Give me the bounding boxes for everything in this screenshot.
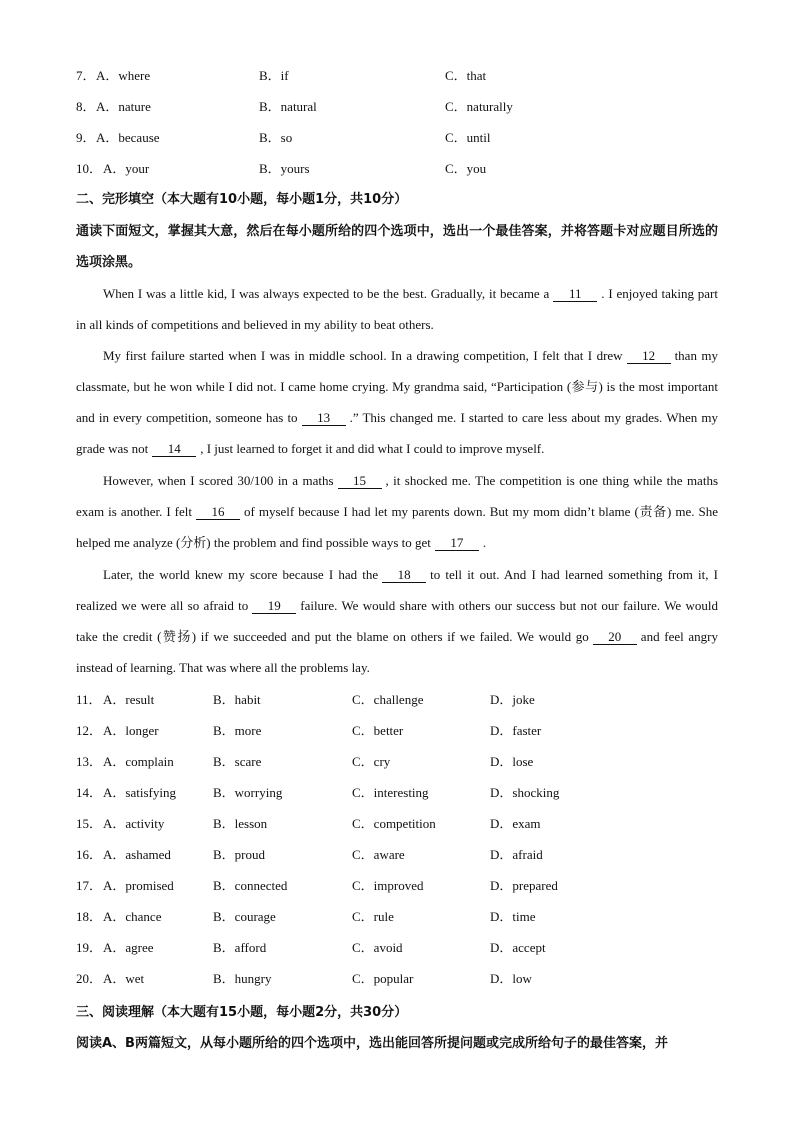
option-a: A．complain (103, 754, 174, 769)
option-c: C．naturally (445, 99, 513, 114)
option-b: B．proud (213, 847, 266, 862)
blank-11: 11 (553, 286, 597, 302)
question-number: 14． (76, 785, 103, 800)
option-d: D．prepared (490, 878, 558, 893)
option-b: B．if (259, 68, 289, 83)
cloze-question-row (76, 907, 718, 927)
passage-text: than my classmate, but he won while I did not. I came home crying. My grandma said, “Participation (参与) is the most important and in every competition, someone has to (76, 348, 718, 425)
passage-text: When I was a little kid, I was always expected to be the best. Gradually, it became a (103, 286, 550, 301)
passage-paragraph-1 (76, 278, 718, 340)
option-a: A．because (96, 130, 160, 145)
option-b: B．so (259, 130, 293, 145)
option-b: B．connected (213, 878, 288, 893)
passage-text: . (482, 535, 487, 550)
option-d: D．lose (490, 754, 534, 769)
option-d: D．joke (490, 692, 535, 707)
option-a: A．satisfying (103, 785, 176, 800)
passage-paragraph-4 (76, 559, 718, 683)
option-c: C．avoid (352, 940, 403, 955)
option-b: B．natural (259, 99, 317, 114)
option-d: D．accept (490, 940, 546, 955)
option-b: B．lesson (213, 816, 268, 831)
option-c: C．competition (352, 816, 436, 831)
blank-13: 13 (302, 410, 346, 426)
blank-16: 16 (196, 504, 240, 520)
option-b: B．afford (213, 940, 267, 955)
passage-text: and feel angry instead of learning. That was where all the problems lay. (76, 629, 719, 675)
option-c: C．that (445, 68, 487, 83)
passage-text: failure. We would share with others our success but not our failure. We would take the credit (赞扬) if we succeeded and put the blame on others if we failed. We would go (76, 598, 718, 644)
option-c: C．interesting (352, 785, 429, 800)
option-b: B．more (213, 723, 262, 738)
section-instruction-reading: 阅读A、B两篇短文，从每小题所给的四个选项中，选出能回答所提问题或完成所给句子的最佳答案，并 (76, 1036, 668, 1051)
question-number: 10． (76, 161, 103, 176)
option-b: B．worrying (213, 785, 283, 800)
option-a: A．your (103, 161, 150, 176)
option-c: C．you (445, 161, 487, 176)
cloze-question-row (76, 690, 718, 710)
option-a: A．ashamed (103, 847, 171, 862)
option-d: D．faster (490, 723, 542, 738)
cloze-question-row (76, 721, 718, 741)
question-number: 13． (76, 754, 103, 769)
option-c: C．challenge (352, 692, 424, 707)
cloze-question-row (76, 938, 718, 958)
option-a: A．chance (103, 909, 162, 924)
cloze-question-row (76, 752, 718, 772)
blank-18: 18 (382, 567, 426, 583)
option-b: B．habit (213, 692, 261, 707)
question-row (76, 159, 718, 179)
section-instruction-cloze: 通读下面短文，掌握其大意，然后在每小题所给的四个选项中，选出一个最佳答案，并将答题卡对应题目所选的选项涂黑。 (76, 224, 718, 270)
passage-paragraph-3 (76, 465, 718, 558)
option-c: C．rule (352, 909, 394, 924)
cloze-question-row (76, 845, 718, 865)
question-number: 7． (76, 68, 96, 83)
option-d: D．exam (490, 816, 541, 831)
option-a: A．where (96, 68, 151, 83)
blank-20: 20 (593, 629, 637, 645)
option-a: A．result (103, 692, 155, 707)
option-a: A．promised (103, 878, 174, 893)
option-a: A．nature (96, 99, 151, 114)
option-b: B．hungry (213, 971, 272, 986)
blank-15: 15 (338, 473, 382, 489)
cloze-question-row (76, 969, 718, 989)
question-number: 9． (76, 130, 96, 145)
option-c: C．popular (352, 971, 414, 986)
passage-text: . I enjoyed taking part in all kinds of competitions and believed in my ability to beat others. (76, 286, 718, 332)
cloze-question-row (76, 814, 718, 834)
option-c: C．cry (352, 754, 391, 769)
passage-text: to tell it out. And I had learned something from it, I realized we were all so afraid to (76, 567, 719, 613)
passage-text: However, when I scored 30/100 in a maths (103, 473, 334, 488)
option-a: A．longer (103, 723, 159, 738)
passage-text: Later, the world knew my score because I had the (103, 567, 379, 582)
question-row (76, 97, 718, 117)
section-heading-cloze: 二、完形填空（本大题有10小题，每小题1分，共10分） (76, 192, 408, 207)
option-c: C．until (445, 130, 491, 145)
passage-paragraph-2 (76, 340, 718, 464)
option-b: B．courage (213, 909, 276, 924)
blank-17: 17 (435, 535, 479, 551)
question-number: 16． (76, 847, 103, 862)
question-number: 15． (76, 816, 103, 831)
question-number: 18． (76, 909, 103, 924)
option-d: D．time (490, 909, 536, 924)
question-number: 8． (76, 99, 96, 114)
blank-12: 12 (627, 348, 671, 364)
question-number: 12． (76, 723, 103, 738)
option-d: D．afraid (490, 847, 543, 862)
option-b: B．yours (259, 161, 310, 176)
option-c: C．improved (352, 878, 424, 893)
passage-text: , I just learned to forget it and did what I could to improve myself. (200, 441, 545, 456)
passage-text: .” This changed me. I started to care less about my grades. When my grade was not (76, 410, 718, 456)
passage-text: , it shocked me. The competition is one thing while the maths exam is another. I felt (76, 473, 719, 519)
passage-text: My first failure started when I was in middle school. In a drawing competition, I felt that I drew (103, 348, 623, 363)
question-number: 17． (76, 878, 103, 893)
cloze-question-row (76, 876, 718, 896)
option-a: A．wet (103, 971, 145, 986)
option-a: A．activity (103, 816, 165, 831)
blank-14: 14 (152, 441, 196, 457)
option-c: C．better (352, 723, 404, 738)
option-a: A．agree (103, 940, 154, 955)
blank-19: 19 (252, 598, 296, 614)
option-c: C．aware (352, 847, 405, 862)
question-row (76, 66, 718, 86)
option-b: B．scare (213, 754, 262, 769)
option-d: D．shocking (490, 785, 560, 800)
section-heading-reading: 三、阅读理解（本大题有15小题，每小题2分，共30分） (76, 1005, 408, 1020)
cloze-question-row (76, 783, 718, 803)
option-d: D．low (490, 971, 532, 986)
question-number: 11． (76, 692, 102, 707)
question-number: 20． (76, 971, 103, 986)
passage-text: of myself because I had let my parents down. But my mom didn’t blame (责备) me. She helped me analyze (分析) the problem and find possible ways to get (76, 504, 718, 550)
question-number: 19． (76, 940, 103, 955)
question-row (76, 128, 718, 148)
